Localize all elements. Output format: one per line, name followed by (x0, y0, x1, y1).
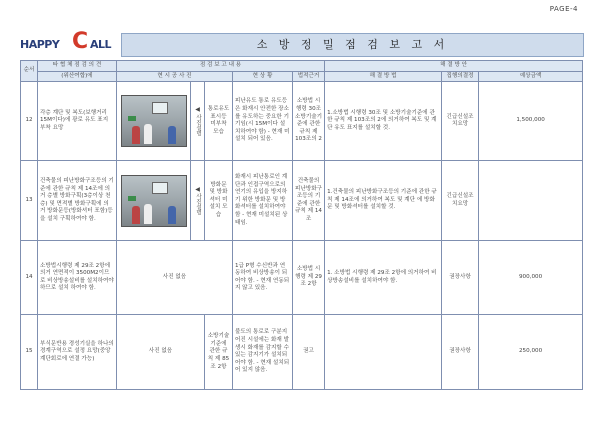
header-check-group: 점 검 보 고 내 용 (117, 61, 325, 72)
row-law: 건축물의 피난방화구조등의 기준에 관한 규칙 제 14조 (293, 161, 325, 241)
header-target-group: 타 협 체 점 검 의 견 (38, 61, 117, 72)
row-cost: 250,000 (479, 315, 583, 390)
row-decision: 긴급신설조치요망 (442, 82, 479, 161)
row-photo-label: ◀ 사진설명 (191, 161, 205, 241)
site-photo (121, 95, 187, 147)
row-photo-label: ◀ 사진설명 (191, 82, 205, 161)
site-photo (121, 175, 187, 227)
row-status: 1급 P형 수신반과 연동하여 비상방송이 되어야 함. - 현재 연동되지 않고 있음. (233, 241, 293, 315)
row-cost: 900,000 (479, 241, 583, 315)
header-status: 현 상 황 (233, 71, 293, 82)
row-status: 피난유도 통로 유도등은 화재시 안전한 장소를 유도하는 중요한 기기임(시 15M이다 설치하여야 함) - 현재 미설치 되어 있음. (233, 82, 293, 161)
page-number: PAGE-4 (549, 5, 578, 13)
row-decision: 긴급신설조치요망 (442, 161, 479, 241)
row-side-note: 소방기술기준에 관한 규칙 제 85조 2항 (205, 315, 233, 390)
row-side-note: 방화문 및 방화셔터 미설치 모습 (205, 161, 233, 241)
header-law: 법적근거 (293, 71, 325, 82)
row-law: 소방법 시행령 제 29조 2항 (293, 241, 325, 315)
header-method: 해 결 방 법 (325, 71, 442, 82)
row-photo (117, 161, 191, 241)
table-row (21, 241, 583, 315)
header-solution-group: 해 결 방 안 (325, 61, 583, 72)
row-side-note: 통로유도표시등 미부착 모습 (205, 82, 233, 161)
row-cost: 1,500,000 (479, 82, 583, 161)
row-target: 부식문반용 경성기실을 하나의 경계구역으로 설정 요망(중앙계단회로에 연결 가능) (38, 315, 117, 390)
row-method (325, 315, 442, 390)
report-title: 소 방 정 밀 점 검 보 고 서 (121, 33, 584, 57)
report-table (20, 60, 583, 390)
header-no: 순서 (21, 61, 38, 82)
row-number: 13 (21, 161, 38, 241)
row-number: 12 (21, 82, 38, 161)
row-target: 각층 계단 및 복도(보행거리 15M이다)에 광로 유도 표지 부착 요망 (38, 82, 117, 161)
happy-call-logo: HAPPY C ALL (20, 29, 112, 54)
table-row (21, 315, 583, 390)
header-cost: 예상금액 (479, 71, 583, 82)
arrow-left-icon: ◀ (195, 106, 200, 114)
row-law: 소방법 시행령 30조 소방기술기준에 관한 규칙 제 103조의 2 (293, 82, 325, 161)
row-status: 화재시 피난통로인 계단과 인접구역으로의 연기의 유입을 방지하기 위한 방화문 및 방화셔터를 설치하여야 함 - 현재 미설치된 상태임. (233, 161, 293, 241)
header-decision: 집행의결정 (442, 71, 479, 82)
arrow-left-icon: ◀ (195, 185, 200, 193)
row-cost (479, 161, 583, 241)
row-target: 소방법시행령 제 29조 2항에 의거 연면적이 3500M2이므로 비상방송설비를 설치하여야 하므로 설치 하여야 함. (38, 241, 117, 315)
header-photo: 현 시 공 사 진 (117, 71, 233, 82)
row-method: 1. 소방법 시행령 제 29조 2항에 의거하여 비상방송설비를 설치하여야 함. (325, 241, 442, 315)
header-target-sub: (위산여합)에 (38, 71, 117, 82)
row-law: 권고 (293, 315, 325, 390)
table-row (21, 161, 583, 241)
row-method: 1.소방법 시행령 30조 및 소방기술기준에 관한 규칙 제 103조의 2에 의거하여 복도 및 계단 유도 표지를 설치할 것. (325, 82, 442, 161)
table-row (21, 82, 583, 161)
row-target: 건축물의 피난방화구조등의 기준에 관한 규칙 제 14조에 의거 층별 방화구획(3층이상 천층) 및 면적별 방화구획에 의거 방화문등(방화셔터 포함)등을 설치 구획하여야 함. (38, 161, 117, 241)
row-method: 1.건축물의 피난방화구조등의 기준에 관한 규칙 제 14조에 의거하여 복도 및 계단 에 방화문 및 방화셔터를 설치할 것. (325, 161, 442, 241)
row-decision: 권장사항 (442, 241, 479, 315)
row-photo-missing: 사진 없음 (117, 241, 233, 315)
row-photo-missing: 사진 없음 (117, 315, 205, 390)
row-decision: 권장사항 (442, 315, 479, 390)
row-number: 15 (21, 315, 38, 390)
row-status: 불도의 통로로 구분지어진 시설에는 화재 발생시 화재를 감지할 수 있는 감지기가 설치되어야 함. - 현재 설치되어 있지 않음. (233, 315, 293, 390)
row-photo (117, 82, 191, 161)
row-number: 14 (21, 241, 38, 315)
